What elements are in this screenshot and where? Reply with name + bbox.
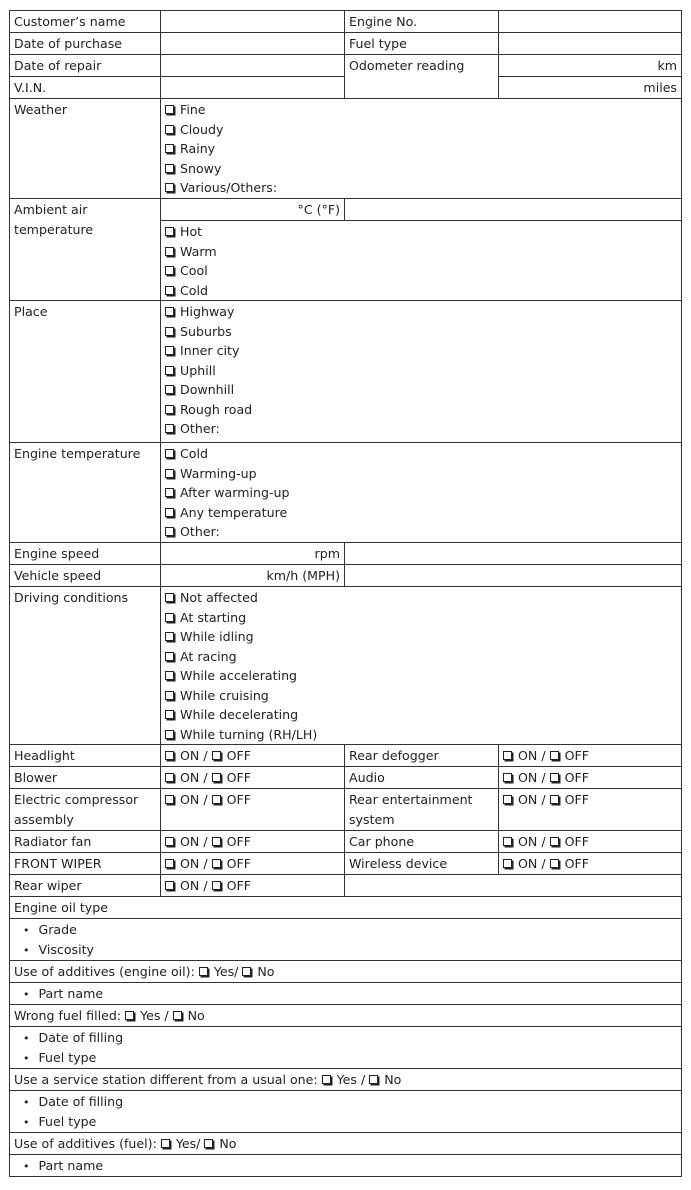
option-label: Not affected <box>180 590 258 605</box>
on-label: ON / <box>180 792 208 807</box>
date-of-repair-field[interactable] <box>161 55 345 77</box>
wireless-device-switch <box>499 853 682 875</box>
checkbox-icon[interactable] <box>550 859 559 868</box>
option-label: Various/Others: <box>180 180 278 195</box>
option-label: Snowy <box>180 160 222 176</box>
no-label: No <box>257 964 275 979</box>
radiator-fan-switch <box>161 831 345 853</box>
list-item <box>14 1092 677 1112</box>
list-item-label: Viscosity <box>38 941 94 957</box>
electric-compressor-switch <box>161 789 345 831</box>
list-item <box>14 940 677 960</box>
electric-compressor-label: Electric compressor assembly <box>10 789 161 831</box>
checkbox-icon[interactable] <box>165 144 174 153</box>
checkbox-icon[interactable] <box>165 424 174 433</box>
yes-label: Yes / <box>140 1008 169 1023</box>
blower-label: Blower <box>10 767 161 789</box>
audio-switch <box>499 767 682 789</box>
checkbox-option[interactable] <box>165 503 677 523</box>
checkbox-option[interactable] <box>165 242 677 262</box>
option-label: Other: <box>180 421 220 436</box>
place-label: Place <box>10 301 161 443</box>
yes-label: Yes/ <box>213 964 239 979</box>
car-phone-switch <box>499 831 682 853</box>
checkbox-icon[interactable] <box>165 691 174 700</box>
list-item-label: Fuel type <box>38 1113 97 1129</box>
odometer-km-field[interactable]: km <box>499 55 682 77</box>
service-station-question <box>10 1069 682 1091</box>
audio-label: Audio <box>345 767 499 789</box>
checkbox-icon[interactable] <box>212 881 221 890</box>
checkbox-option[interactable] <box>165 627 677 647</box>
checkbox-option[interactable] <box>165 725 677 745</box>
checkbox-icon[interactable] <box>212 751 221 760</box>
off-label: OFF <box>564 834 589 849</box>
list-item <box>14 920 677 940</box>
on-label: ON / <box>180 878 208 893</box>
checkbox-option[interactable] <box>165 222 677 242</box>
engine-speed-field[interactable] <box>345 543 682 565</box>
no-label: No <box>187 1008 205 1023</box>
checkbox-icon[interactable] <box>165 613 174 622</box>
checkbox-icon[interactable] <box>204 1139 213 1148</box>
wireless-device-label: Wireless device <box>345 853 499 875</box>
additives-oil-items <box>10 983 682 1005</box>
bullet-icon: • <box>23 1032 30 1045</box>
checkbox-icon[interactable] <box>165 327 174 336</box>
checkbox-icon[interactable] <box>165 593 174 602</box>
list-item-label: Part name <box>38 1158 104 1173</box>
diagnosis-sheet <box>9 10 681 1177</box>
checkbox-icon[interactable] <box>212 859 221 868</box>
yes-label: Yes / <box>336 1072 366 1087</box>
option-label: Warming-up <box>180 465 257 481</box>
bullet-icon: • <box>23 924 30 937</box>
ambient-temperature-unit: °C (°F) <box>161 199 345 221</box>
option-label: Uphill <box>180 362 216 378</box>
checkbox-option[interactable] <box>165 139 677 159</box>
option-label: After warming-up <box>180 485 290 500</box>
checkbox-icon[interactable] <box>125 1011 134 1020</box>
off-label: OFF <box>226 856 251 871</box>
checkbox-icon[interactable] <box>165 730 174 739</box>
engine-oil-type-items <box>10 919 682 961</box>
option-label: Hot <box>180 224 203 239</box>
checkbox-icon[interactable] <box>212 795 221 804</box>
checkbox-icon[interactable] <box>165 164 174 173</box>
rear-entertainment-label: Rear entertainment system <box>345 789 499 831</box>
checkbox-icon[interactable] <box>165 183 174 192</box>
bullet-icon: • <box>23 943 30 957</box>
checkbox-icon[interactable] <box>165 652 174 661</box>
off-label: OFF <box>564 792 589 807</box>
checkbox-icon[interactable] <box>165 527 174 536</box>
checkbox-option[interactable] <box>165 608 677 628</box>
checkbox-icon[interactable] <box>165 859 174 868</box>
checkbox-icon[interactable] <box>503 751 512 760</box>
customer-info-table <box>9 10 682 1177</box>
list-item-label: Part name <box>38 986 104 1001</box>
checkbox-option[interactable] <box>165 380 677 400</box>
place-options <box>161 301 682 443</box>
option-label: At starting <box>180 609 247 625</box>
additives-oil-question <box>10 961 682 983</box>
vin-field[interactable] <box>161 77 345 99</box>
checkbox-option[interactable] <box>165 666 677 686</box>
on-label: ON / <box>180 834 208 849</box>
fuel-type-label: Fuel type <box>345 33 499 55</box>
list-item-label: Grade <box>38 922 77 937</box>
vehicle-speed-field[interactable] <box>345 565 682 587</box>
checkbox-option[interactable] <box>165 444 677 464</box>
wrong-fuel-items <box>10 1027 682 1069</box>
checkbox-option[interactable] <box>165 341 677 361</box>
checkbox-icon[interactable] <box>165 773 174 782</box>
driving-conditions-label: Driving conditions <box>10 587 161 745</box>
date-of-repair-label: Date of repair <box>10 55 161 77</box>
engine-no-label: Engine No. <box>345 11 499 33</box>
option-label: Rough road <box>180 401 253 417</box>
question-label: Use a service station different from a usual one: <box>14 1072 318 1087</box>
list-item <box>14 1112 677 1132</box>
blower-switch <box>161 767 345 789</box>
date-of-purchase-field[interactable] <box>161 33 345 55</box>
checkbox-option[interactable] <box>165 100 677 120</box>
checkbox-icon[interactable] <box>165 795 174 804</box>
checkbox-icon[interactable] <box>165 632 174 641</box>
service-station-items <box>10 1091 682 1133</box>
checkbox-icon[interactable] <box>212 773 221 782</box>
rear-entertainment-switch <box>499 789 682 831</box>
option-label: Any temperature <box>180 504 288 520</box>
checkbox-icon[interactable] <box>165 366 174 375</box>
off-label: OFF <box>226 878 251 893</box>
on-label: ON / <box>518 856 546 871</box>
on-label: ON / <box>518 770 546 785</box>
odometer-miles-field[interactable]: miles <box>499 77 682 99</box>
bullet-icon: • <box>23 1096 30 1109</box>
engine-temperature-options <box>161 443 682 543</box>
ambient-temperature-label: Ambient air temperature <box>10 199 161 301</box>
option-label: While turning (RH/LH) <box>180 726 318 742</box>
option-label: While idling <box>180 629 254 644</box>
checkbox-icon[interactable] <box>165 105 174 114</box>
off-label: OFF <box>226 792 251 807</box>
vehicle-speed-unit: km/h (MPH) <box>161 565 345 587</box>
checkbox-icon[interactable] <box>165 751 174 760</box>
driving-conditions-options <box>161 587 682 745</box>
weather-label: Weather <box>10 99 161 199</box>
off-label: OFF <box>226 770 251 785</box>
checkbox-icon[interactable] <box>173 1011 182 1020</box>
question-label: Wrong fuel filled: <box>14 1008 122 1023</box>
checkbox-icon[interactable] <box>369 1075 378 1084</box>
engine-no-field[interactable] <box>499 11 682 33</box>
checkbox-option[interactable] <box>165 361 677 381</box>
checkbox-icon[interactable] <box>165 385 174 394</box>
list-item-label: Fuel type <box>38 1049 97 1065</box>
checkbox-icon[interactable] <box>165 405 174 414</box>
vin-label: V.I.N. <box>10 77 161 99</box>
on-label: ON / <box>180 748 208 763</box>
checkbox-option[interactable] <box>165 686 677 706</box>
checkbox-icon[interactable] <box>503 859 512 868</box>
checkbox-option[interactable] <box>165 281 677 301</box>
engine-speed-label: Engine speed <box>10 543 161 565</box>
checkbox-icon[interactable] <box>165 710 174 719</box>
option-label: Cloudy <box>180 121 224 137</box>
option-label: While decelerating <box>180 707 299 722</box>
list-item <box>14 1156 677 1176</box>
option-label: Rainy <box>180 141 216 156</box>
checkbox-icon[interactable] <box>165 286 174 295</box>
checkbox-icon[interactable] <box>550 751 559 760</box>
additives-fuel-question <box>10 1133 682 1155</box>
checkbox-option[interactable] <box>165 178 677 198</box>
rear-defogger-label: Rear defogger <box>345 745 499 767</box>
front-wiper-switch <box>161 853 345 875</box>
question-label: Use of additives (engine oil): <box>14 964 195 979</box>
checkbox-icon[interactable] <box>165 307 174 316</box>
option-label: Other: <box>180 524 220 539</box>
yes-label: Yes/ <box>175 1136 201 1151</box>
option-label: Warm <box>180 243 217 259</box>
checkbox-icon[interactable] <box>550 837 559 846</box>
wrong-fuel-question <box>10 1005 682 1027</box>
option-label: Cold <box>180 282 208 298</box>
on-label: ON / <box>518 834 546 849</box>
checkbox-option[interactable] <box>165 419 677 439</box>
checkbox-icon[interactable] <box>165 671 174 680</box>
option-label: Highway <box>180 304 235 319</box>
checkbox-icon[interactable] <box>165 346 174 355</box>
rear-wiper-switch <box>161 875 345 897</box>
rear-wiper-label: Rear wiper <box>10 875 161 897</box>
checkbox-option[interactable] <box>165 522 677 542</box>
checkbox-option[interactable] <box>165 705 677 725</box>
checkbox-icon[interactable] <box>242 967 251 976</box>
checkbox-icon[interactable] <box>165 488 174 497</box>
option-label: Inner city <box>180 343 240 358</box>
checkbox-icon[interactable] <box>550 795 559 804</box>
front-wiper-label: FRONT WIPER <box>10 853 161 875</box>
engine-speed-unit: rpm <box>161 543 345 565</box>
checkbox-icon[interactable] <box>165 125 174 134</box>
weather-options <box>161 99 682 199</box>
bullet-icon: • <box>23 1115 30 1129</box>
checkbox-option[interactable] <box>165 483 677 503</box>
option-label: Cold <box>180 446 208 461</box>
customer-name-field[interactable] <box>161 11 345 33</box>
on-label: ON / <box>180 856 208 871</box>
checkbox-icon[interactable] <box>165 881 174 890</box>
option-label: Cool <box>180 263 208 278</box>
off-label: OFF <box>564 770 589 785</box>
option-label: Suburbs <box>180 323 232 339</box>
additives-fuel-items <box>10 1155 682 1177</box>
checkbox-icon[interactable] <box>165 266 174 275</box>
option-label: While accelerating <box>180 668 298 683</box>
engine-oil-type-label: Engine oil type <box>10 897 682 919</box>
off-label: OFF <box>564 748 589 763</box>
checkbox-icon[interactable] <box>165 508 174 517</box>
checkbox-icon[interactable] <box>165 837 174 846</box>
date-of-purchase-label: Date of purchase <box>10 33 161 55</box>
option-label: Downhill <box>180 382 235 397</box>
on-label: ON / <box>518 792 546 807</box>
checkbox-icon[interactable] <box>165 469 174 478</box>
option-label: At racing <box>180 648 237 664</box>
ambient-temperature-options <box>161 221 682 301</box>
bullet-icon: • <box>23 1051 30 1065</box>
headlight-label: Headlight <box>10 745 161 767</box>
checkbox-option[interactable] <box>165 588 677 608</box>
engine-temperature-label: Engine temperature <box>10 443 161 543</box>
radiator-fan-label: Radiator fan <box>10 831 161 853</box>
checkbox-option[interactable] <box>165 400 677 420</box>
question-label: Use of additives (fuel): <box>14 1136 157 1151</box>
checkbox-option[interactable] <box>165 159 677 179</box>
off-label: OFF <box>226 748 251 763</box>
option-label: While cruising <box>180 687 269 703</box>
checkbox-option[interactable] <box>165 647 677 667</box>
checkbox-option[interactable] <box>165 464 677 484</box>
list-item-label: Date of filling <box>38 1094 124 1109</box>
checkbox-icon[interactable] <box>165 227 174 236</box>
list-item <box>14 984 677 1004</box>
list-item <box>14 1028 677 1048</box>
checkbox-icon[interactable] <box>165 247 174 256</box>
checkbox-option[interactable] <box>165 261 677 281</box>
empty-cell <box>345 875 682 897</box>
checkbox-icon[interactable] <box>503 795 512 804</box>
on-label: ON / <box>180 770 208 785</box>
odometer-label: Odometer reading <box>345 55 499 99</box>
car-phone-label: Car phone <box>345 831 499 853</box>
no-label: No <box>384 1072 402 1087</box>
list-item <box>14 1048 677 1068</box>
checkbox-option[interactable] <box>165 322 677 342</box>
off-label: OFF <box>226 834 251 849</box>
ambient-temperature-field[interactable] <box>345 199 682 221</box>
vehicle-speed-label: Vehicle speed <box>10 565 161 587</box>
checkbox-icon[interactable] <box>165 449 174 458</box>
on-label: ON / <box>518 748 546 763</box>
checkbox-icon[interactable] <box>322 1075 331 1084</box>
checkbox-icon[interactable] <box>161 1139 170 1148</box>
checkbox-icon[interactable] <box>503 837 512 846</box>
bullet-icon: • <box>23 988 30 1001</box>
checkbox-icon[interactable] <box>550 773 559 782</box>
checkbox-icon[interactable] <box>503 773 512 782</box>
no-label: No <box>219 1136 237 1151</box>
headlight-switch <box>161 745 345 767</box>
customer-name-label: Customer’s name <box>10 11 161 33</box>
checkbox-icon[interactable] <box>199 967 208 976</box>
fuel-type-field[interactable] <box>499 33 682 55</box>
option-label: Fine <box>180 102 206 117</box>
list-item-label: Date of filling <box>38 1030 124 1045</box>
checkbox-icon[interactable] <box>212 837 221 846</box>
rear-defogger-switch <box>499 745 682 767</box>
bullet-icon: • <box>23 1160 30 1173</box>
off-label: OFF <box>564 856 589 871</box>
checkbox-option[interactable] <box>165 302 677 322</box>
checkbox-option[interactable] <box>165 120 677 140</box>
